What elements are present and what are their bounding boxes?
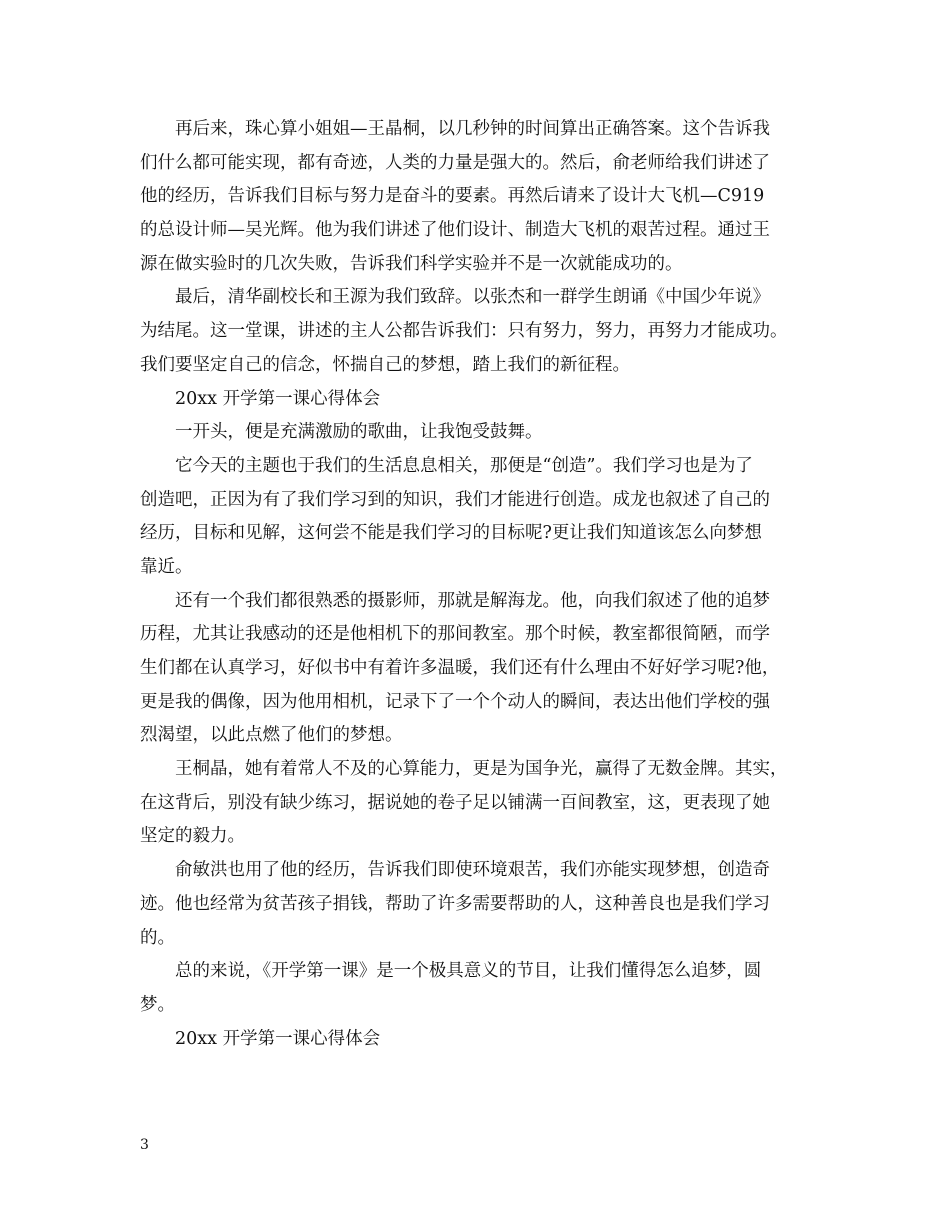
paragraph-line: 在这背后，别没有缺少练习，据说她的卷子足以铺满一百间教室，这，更表现了她: [140, 792, 770, 813]
paragraph-start-line: 它今天的主题也于我们的生活息息相关，那便是“创造”。我们学习也是为了: [175, 455, 753, 476]
paragraph-line: 生们都在认真学习，好似书中有着许多温暖，我们还有什么理由不好好学习呢?他，: [140, 658, 780, 678]
document-body: [140, 113, 815, 1056]
paragraph-line: 的总设计师—吴光辉。他为我们讲述了他们设计、制造大飞机的艰苦过程。通过王: [140, 220, 770, 241]
paragraph-line: 他的经历，告诉我们目标与努力是奋斗的要素。再然后请来了设计大飞机—C919: [140, 186, 765, 207]
paragraph-line: 更是我的偶像，因为他用相机，记录下了一个个动人的瞬间，表达出他们学校的强: [140, 691, 770, 712]
paragraph-start-line: 俞敏洪也用了他的经历，告诉我们即使环境艰苦，我们亦能实现梦想，创造奇: [175, 860, 770, 881]
paragraph-line: 创造吧，正因为有了我们学习到的知识，我们才能进行创造。成龙也叙述了自己的: [140, 489, 770, 510]
paragraph-start-line: 最后，清华副校长和王源为我们致辞。以张杰和一群学生朗诵《中国少年说》: [175, 287, 770, 308]
paragraph-line: 坚定的毅力。: [140, 826, 245, 847]
paragraph-line: 靠近。: [140, 556, 193, 577]
paragraph-start-line: 20xx 开学第一课心得体会: [175, 1028, 381, 1049]
paragraph-start-line: 再后来，珠心算小姐姐—王晶桐，以几秒钟的时间算出正确答案。这个告诉我: [175, 119, 770, 139]
paragraph-start-line: 20xx 开学第一课心得体会: [175, 388, 381, 409]
paragraph-line: 源在做实验时的几次失败，告诉我们科学实验并不是一次就能成功的。: [140, 253, 683, 274]
paragraph-start-line: 还有一个我们都很熟悉的摄影师，那就是解海龙。他，向我们叙述了他的追梦: [175, 590, 770, 611]
paragraph-start-line: 总的来说，《开学第一课》是一个极具意义的节目，让我们懂得怎么追梦，圆: [175, 961, 762, 982]
paragraph-start-line: 一开头，便是充满激励的歌曲，让我饱受鼓舞。: [175, 422, 543, 443]
paragraph-start-line: 王桐晶，她有着常人不及的心算能力，更是为国争光，赢得了无数金牌。其实，: [175, 759, 788, 780]
paragraph-line: 我们要坚定自己的信念，怀揣自己的梦想，踏上我们的新征程。: [140, 354, 630, 375]
paragraph-line: 历程，尤其让我感动的还是他相机下的那间教室。那个时候，教室都很简陋，而学: [140, 624, 770, 645]
page-number: 3: [140, 1137, 149, 1153]
paragraph-line: 迹。他也经常为贫苦孩子捐钱，帮助了许多需要帮助的人，这种善良也是我们学习: [140, 893, 770, 914]
paragraph-line: 为结尾。这一堂课，讲述的主人公都告诉我们：只有努力，努力，再努力才能成功。: [140, 321, 788, 342]
paragraph-line: 梦。: [140, 994, 175, 1015]
paragraph-line: 的。: [140, 927, 175, 948]
paragraph-line: 烈渴望，以此点燃了他们的梦想。: [140, 725, 403, 746]
paragraph-line: 经历，目标和见解，这何尝不能是我们学习的目标呢?更让我们知道该怎么向梦想: [140, 523, 762, 544]
paragraph-line: 们什么都可能实现，都有奇迹，人类的力量是强大的。然后，俞老师给我们讲述了: [140, 152, 770, 173]
